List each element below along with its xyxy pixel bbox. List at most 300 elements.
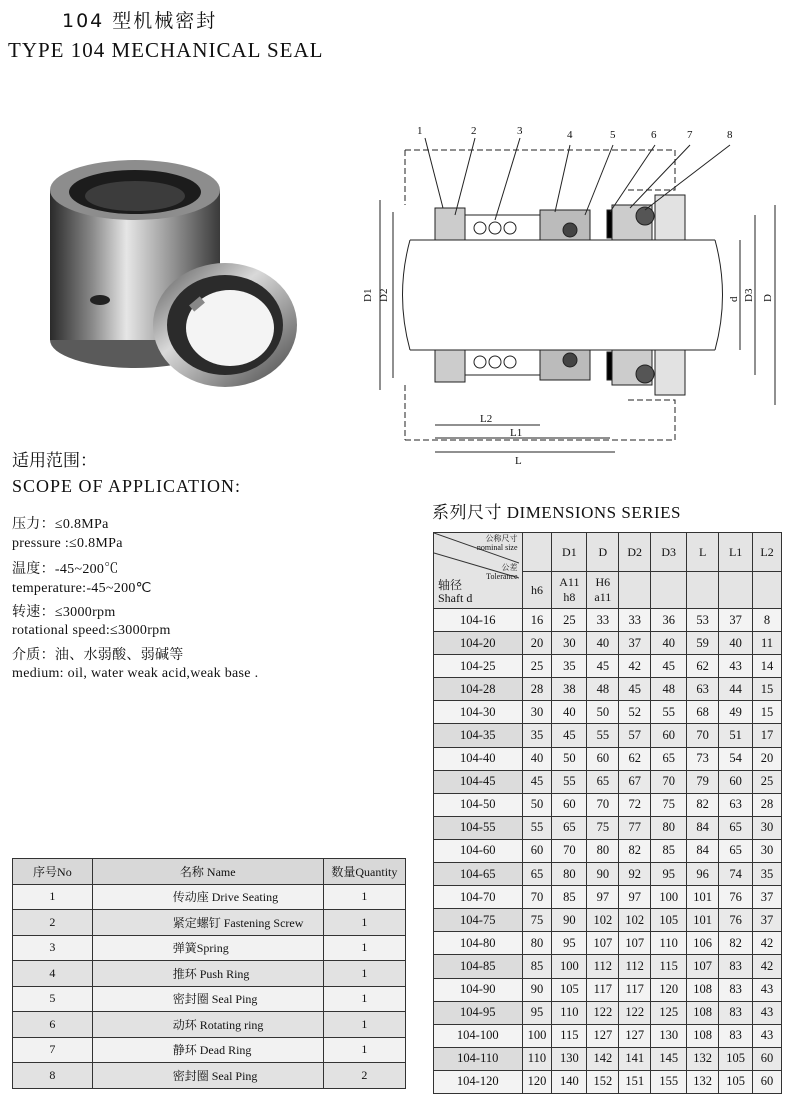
dimension-cell: 40 [651,632,687,655]
dimension-cell: 11 [753,632,782,655]
dimension-cell: 72 [619,793,651,816]
dimension-cell: 60 [651,724,687,747]
dimension-cell: 75 [587,816,619,839]
dimension-cell: 108 [687,978,719,1001]
part-name: 传动座 Drive Seating [92,884,323,910]
dimensions-row [434,839,782,862]
dimension-cell: 17 [753,724,782,747]
dimension-cell: 83 [719,978,753,1001]
dimension-cell: 54 [719,747,753,770]
dim-label-D: D [762,294,774,302]
dimension-cell: 30 [522,701,552,724]
dim-label-L: L [515,455,522,467]
dimension-cell: 45 [587,655,619,678]
tol-D-bottom: a11 [594,590,612,604]
spec-pressure-en: pressure :≤0.8MPa [12,536,123,551]
dimension-cell: 30 [753,816,782,839]
dimension-cell: 40 [587,632,619,655]
dimension-cell: 68 [687,701,719,724]
model-cell: 104-16 [434,609,523,632]
tol-blank [651,572,687,609]
dimension-cell: 83 [719,1001,753,1024]
parts-row [13,910,406,936]
dimension-cell: 101 [687,886,719,909]
dimension-cell: 80 [651,816,687,839]
part-number: 8 [13,1063,93,1089]
scope-title-cn: 适用范围： [12,451,97,471]
dimension-cell: 132 [687,1070,719,1093]
dimension-cell: 127 [587,1024,619,1047]
dimension-cell: 95 [651,863,687,886]
dimension-cell: 107 [619,932,651,955]
dimension-cell: 140 [552,1070,587,1093]
dimension-cell: 65 [587,770,619,793]
dimension-cell: 62 [687,655,719,678]
dimension-cell: 42 [753,955,782,978]
dimension-cell: 117 [619,978,651,1001]
dimensions-row [434,978,782,1001]
tol-d: h6 [522,572,552,609]
part-name: 静环 Dead Ring [92,1037,323,1063]
model-cell: 104-35 [434,724,523,747]
spec-speed-cn: 转速：≤3000rpm [12,605,116,620]
dimension-cell: 130 [552,1047,587,1070]
tol-blank [753,572,782,609]
dimension-cell: 70 [651,770,687,793]
dimension-cell: 84 [687,816,719,839]
dimension-cell: 110 [651,932,687,955]
dimension-cell: 20 [522,632,552,655]
dimension-cell: 90 [552,909,587,932]
dimension-cell: 40 [522,747,552,770]
part-quantity: 2 [323,1063,405,1089]
dimensions-row [434,955,782,978]
col-header-L: L [687,533,719,572]
dimension-cell: 76 [719,909,753,932]
parts-header-quantity: 数量Quantity [323,859,405,885]
part-label-3: 3 [517,125,523,137]
dimension-cell: 55 [587,724,619,747]
dimension-cell: 155 [651,1070,687,1093]
dimension-cell: 107 [687,955,719,978]
part-number: 3 [13,935,93,961]
dimension-cell: 122 [587,1001,619,1024]
part-number: 5 [13,986,93,1012]
tol-blank [719,572,753,609]
tol-D-top: H6 [595,575,611,589]
dimensions-row [434,1024,782,1047]
dimension-cell: 105 [552,978,587,1001]
dimensions-row [434,1070,782,1093]
tol-D1-top: A11 [559,575,580,589]
part-name: 推环 Push Ring [92,961,323,987]
dimension-cell: 50 [552,747,587,770]
dimensions-table [433,532,782,1094]
dimension-cell: 70 [687,724,719,747]
dimension-cell: 108 [687,1024,719,1047]
part-label-8: 8 [727,129,733,141]
dimension-cell: 105 [651,909,687,932]
dimension-cell: 65 [651,747,687,770]
dimension-cell: 42 [753,932,782,955]
scope-title-en: SCOPE OF APPLICATION: [12,476,242,496]
dimension-cell: 82 [719,932,753,955]
dimension-cell: 60 [552,793,587,816]
dimension-cell: 55 [651,701,687,724]
dimension-cell: 37 [753,909,782,932]
dim-label-L1: L1 [510,427,523,439]
dimension-cell: 35 [753,863,782,886]
dimension-cell: 96 [687,863,719,886]
dimensions-row [434,793,782,816]
model-cell: 104-80 [434,932,523,955]
col-header-L2: L2 [753,533,782,572]
part-quantity: 1 [323,1012,405,1038]
dimension-cell: 120 [522,1070,552,1093]
dimension-cell: 73 [687,747,719,770]
model-cell: 104-50 [434,793,523,816]
dimensions-row [434,632,782,655]
part-name: 紧定螺钉 Fastening Screw [92,910,323,936]
dim-label-D1: D1 [362,288,374,302]
dimension-cell: 50 [587,701,619,724]
dimension-cell: 145 [651,1047,687,1070]
dimension-cell: 65 [552,816,587,839]
corner-nominal-en: nominal size [476,543,518,552]
dimension-cell: 49 [719,701,753,724]
dimension-cell: 80 [587,839,619,862]
dimension-cell: 48 [651,678,687,701]
dim-label-D3: D3 [743,288,755,302]
dim-label-D2: D2 [378,288,390,302]
corner-tolerance-en: Tolerance [486,572,518,581]
dimension-cell: 42 [619,655,651,678]
part-quantity: 1 [323,910,405,936]
dimension-cell: 44 [719,678,753,701]
dimension-cell: 142 [587,1047,619,1070]
dimension-cell: 120 [651,978,687,1001]
dimension-cell: 100 [651,886,687,909]
part-quantity: 1 [323,935,405,961]
dimension-cell: 60 [753,1070,782,1093]
model-cell: 104-25 [434,655,523,678]
dimension-cell: 30 [552,632,587,655]
dimension-cell: 50 [522,793,552,816]
dimension-cell: 75 [651,793,687,816]
dimension-cell: 63 [687,678,719,701]
dimension-cell: 80 [552,863,587,886]
col-header-D3: D3 [651,533,687,572]
dimension-cell: 60 [587,747,619,770]
model-cell: 104-65 [434,863,523,886]
part-quantity: 1 [323,884,405,910]
dimension-cell: 110 [522,1047,552,1070]
dimension-cell: 35 [552,655,587,678]
dimension-cell: 105 [719,1047,753,1070]
dimension-cell: 85 [522,955,552,978]
dimension-cell: 35 [522,724,552,747]
dimension-cell: 37 [619,632,651,655]
dimensions-row [434,1001,782,1024]
dimensions-row [434,678,782,701]
dimension-cell: 37 [719,609,753,632]
cross-section-drawing [355,120,800,470]
dimension-cell: 60 [753,1047,782,1070]
part-label-5: 5 [610,129,616,141]
model-cell: 104-60 [434,839,523,862]
dimension-cell: 53 [687,609,719,632]
parts-row [13,1012,406,1038]
dimensions-row [434,932,782,955]
dimensions-row [434,609,782,632]
part-name: 密封圈 Seal Ping [92,986,323,1012]
dimension-cell: 16 [522,609,552,632]
model-cell: 104-30 [434,701,523,724]
spec-medium-en: medium: oil, water weak acid,weak base . [12,666,259,681]
dimension-cell: 8 [753,609,782,632]
dimension-cell: 100 [552,955,587,978]
dimension-cell: 74 [719,863,753,886]
model-cell: 104-95 [434,1001,523,1024]
dimensions-row [434,747,782,770]
dimension-cell: 127 [619,1024,651,1047]
dimensions-row [434,655,782,678]
dimensions-table-body [434,609,782,1094]
dimension-cell: 77 [619,816,651,839]
dimension-cell: 59 [687,632,719,655]
dimensions-row [434,724,782,747]
part-label-2: 2 [471,125,477,137]
dimensions-row [434,701,782,724]
dimension-cell: 55 [522,816,552,839]
dimension-cell: 80 [522,932,552,955]
col-header-D: D [587,533,619,572]
dimension-cell: 79 [687,770,719,793]
col-header-L1: L1 [719,533,753,572]
dimension-cell: 108 [687,1001,719,1024]
dimension-cell: 40 [552,701,587,724]
dimension-cell: 43 [719,655,753,678]
dimension-cell: 25 [552,609,587,632]
dimension-cell: 70 [552,839,587,862]
dimension-cell: 70 [522,886,552,909]
part-number: 7 [13,1037,93,1063]
dimension-cell: 37 [753,886,782,909]
model-cell: 104-85 [434,955,523,978]
spec-speed-en: rotational speed:≤3000rpm [12,623,171,638]
part-quantity: 1 [323,986,405,1012]
corner-tolerance-cn: 公差 [501,563,518,572]
dimension-cell: 105 [719,1070,753,1093]
model-cell: 104-45 [434,770,523,793]
dimension-cell: 117 [587,978,619,1001]
model-cell: 104-70 [434,886,523,909]
dimension-cell: 84 [687,839,719,862]
dimension-cell: 40 [719,632,753,655]
parts-row [13,1037,406,1063]
dimension-cell: 101 [687,909,719,932]
model-cell: 104-110 [434,1047,523,1070]
dimension-cell: 45 [651,655,687,678]
dimension-cell: 67 [619,770,651,793]
dimension-cell: 106 [687,932,719,955]
dimension-cell: 45 [522,770,552,793]
dimension-cell: 60 [719,770,753,793]
dimension-cell: 83 [719,1024,753,1047]
parts-row [13,935,406,961]
dimension-cell: 33 [587,609,619,632]
page-title-en: TYPE 104 MECHANICAL SEAL [8,38,324,62]
dimension-cell: 112 [619,955,651,978]
part-number: 2 [13,910,93,936]
part-label-1: 1 [417,125,423,137]
dimensions-row [434,816,782,839]
spec-medium-cn: 介质：油、水弱酸、弱碱等 [12,648,184,663]
dimension-cell: 95 [552,932,587,955]
dimension-cell: 152 [587,1070,619,1093]
dimension-cell: 48 [587,678,619,701]
spec-temperature-cn: 温度：-45~200℃ [12,562,119,577]
spec-temperature-en: temperature:-45~200℃ [12,581,152,596]
dimension-cell: 112 [587,955,619,978]
dimension-cell: 62 [619,747,651,770]
dimension-cell: 83 [719,955,753,978]
dimension-cell: 28 [522,678,552,701]
dimension-cell: 102 [587,909,619,932]
dimension-cell: 60 [522,839,552,862]
dimension-cell: 115 [651,955,687,978]
dimension-cell: 36 [651,609,687,632]
part-name: 弹簧Spring [92,935,323,961]
col-header-D1: D1 [552,533,587,572]
dimension-cell: 30 [753,839,782,862]
dim-label-d: d [728,296,740,302]
dimension-cell: 82 [687,793,719,816]
parts-header-no: 序号No [13,859,93,885]
model-cell: 104-120 [434,1070,523,1093]
part-quantity: 1 [323,1037,405,1063]
dimension-cell: 82 [619,839,651,862]
dimension-cell: 100 [522,1024,552,1047]
dimension-cell: 70 [587,793,619,816]
corner-shaft-en: Shaft d [438,591,473,605]
part-number: 6 [13,1012,93,1038]
parts-table-body [13,884,406,1088]
dimension-cell: 107 [587,932,619,955]
dimension-cell: 43 [753,1024,782,1047]
dimension-cell: 15 [753,678,782,701]
dimension-cell: 55 [552,770,587,793]
dimension-cell: 15 [753,701,782,724]
dim-label-L2: L2 [480,413,493,425]
model-cell: 104-28 [434,678,523,701]
dimensions-row [434,863,782,886]
parts-row [13,961,406,987]
dimension-cell: 65 [719,839,753,862]
tol-D1-bottom: h8 [563,590,576,604]
dimension-cell: 51 [719,724,753,747]
corner-nominal-cn: 公称尺寸 [485,534,518,543]
dimension-cell: 20 [753,747,782,770]
dimension-cell: 92 [619,863,651,886]
parts-row [13,884,406,910]
dimension-cell: 57 [619,724,651,747]
dimension-cell: 45 [619,678,651,701]
dimension-cell: 14 [753,655,782,678]
dimensions-title: 系列尺寸 DIMENSIONS SERIES [432,503,682,522]
dimension-cell: 90 [587,863,619,886]
parts-header-name: 名称 Name [92,859,323,885]
dimension-cell: 97 [619,886,651,909]
tol-blank [687,572,719,609]
product-photo [40,150,310,430]
parts-row [13,986,406,1012]
dimension-cell: 28 [753,793,782,816]
model-cell: 104-100 [434,1024,523,1047]
dimension-cell: 115 [552,1024,587,1047]
part-number: 4 [13,961,93,987]
model-cell: 104-40 [434,747,523,770]
dimension-cell: 75 [522,909,552,932]
dimensions-row [434,770,782,793]
dimension-cell: 132 [687,1047,719,1070]
part-name: 动环 Rotating ring [92,1012,323,1038]
dimension-cell: 85 [651,839,687,862]
col-header-D2: D2 [619,533,651,572]
parts-table [12,858,406,1089]
part-label-4: 4 [567,129,573,141]
part-label-7: 7 [687,129,693,141]
page-title-cn: 104 型机械密封 [62,10,218,32]
dimension-cell: 45 [552,724,587,747]
model-cell: 104-90 [434,978,523,1001]
dimension-cell: 76 [719,886,753,909]
part-name: 密封圈 Seal Ping [92,1063,323,1089]
dimension-cell: 125 [651,1001,687,1024]
tol-D [587,572,619,609]
dimension-cell: 141 [619,1047,651,1070]
dimension-cell: 43 [753,1001,782,1024]
model-cell: 104-75 [434,909,523,932]
tol-blank [619,572,651,609]
dimension-cell: 65 [719,816,753,839]
dimension-cell: 25 [522,655,552,678]
dimension-cell: 97 [587,886,619,909]
tol-D1 [552,572,587,609]
dimension-cell: 25 [753,770,782,793]
dimension-cell: 33 [619,609,651,632]
dimension-cell: 130 [651,1024,687,1047]
part-quantity: 1 [323,961,405,987]
model-cell: 104-55 [434,816,523,839]
dimension-cell: 90 [522,978,552,1001]
part-number: 1 [13,884,93,910]
dimensions-row [434,886,782,909]
dimension-cell: 63 [719,793,753,816]
spec-pressure-cn: 压力：≤0.8MPa [12,517,109,532]
model-cell: 104-20 [434,632,523,655]
dimension-cell: 102 [619,909,651,932]
dimension-cell: 151 [619,1070,651,1093]
dimension-cell: 38 [552,678,587,701]
dimensions-row [434,1047,782,1070]
col-blank-header [522,533,552,572]
dimension-cell: 52 [619,701,651,724]
part-label-6: 6 [651,129,657,141]
dimensions-row [434,909,782,932]
parts-row [13,1063,406,1089]
corner-shaft-cn: 轴径 [438,578,463,592]
